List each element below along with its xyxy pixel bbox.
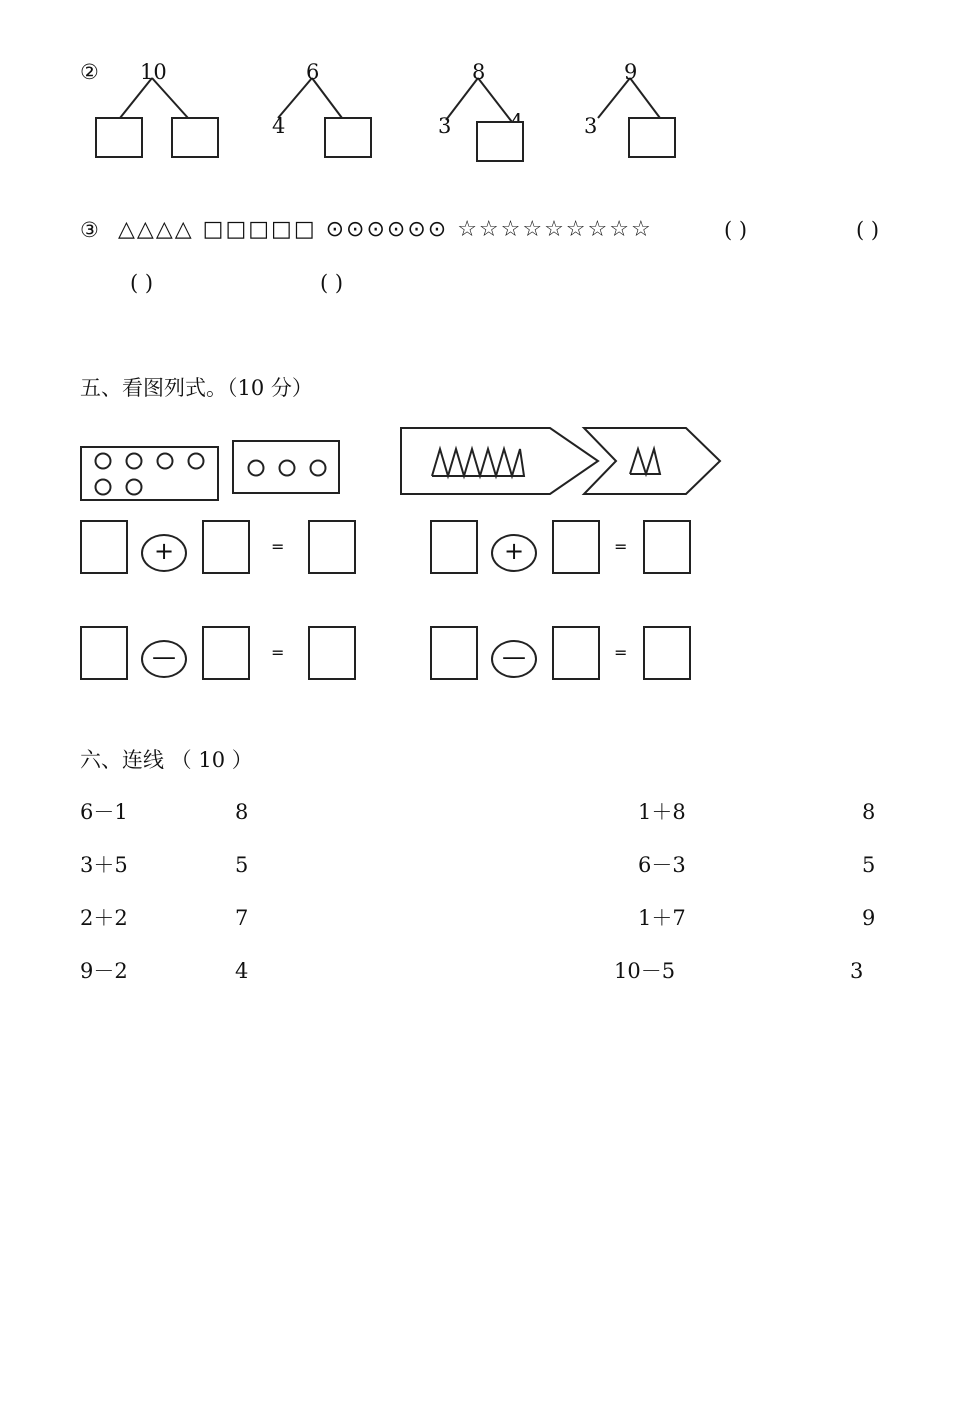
eq2-box-a[interactable]	[430, 520, 478, 574]
shape-rows: △△△△ □□□□□ ⊙⊙⊙⊙⊙⊙ ☆☆☆☆☆☆☆☆☆	[118, 217, 653, 242]
zigzag-small	[630, 449, 660, 474]
right-answer[interactable]: 3	[850, 959, 864, 983]
equals-sign: =	[271, 643, 285, 662]
zigzag-large	[432, 449, 524, 476]
tree-1-top: 10	[140, 60, 167, 84]
section-6-title: 六、连线 （ 10 ）	[80, 748, 253, 772]
eq1-box-result[interactable]	[308, 520, 356, 574]
minus-sign: —	[491, 640, 537, 678]
item-3-marker: ③	[80, 218, 99, 242]
right-expr[interactable]: 1＋8	[638, 800, 686, 824]
equals-sign: =	[271, 537, 285, 556]
circle-group-6-box	[81, 447, 218, 500]
eq1-box-b[interactable]	[202, 520, 250, 574]
eq2-box-b[interactable]	[552, 520, 600, 574]
count-blank-4[interactable]: ( )	[320, 271, 344, 295]
left-expr[interactable]: 9－2	[80, 959, 128, 983]
tree-3-top: 8	[472, 60, 486, 84]
eq2-box-result[interactable]	[643, 520, 691, 574]
left-answer[interactable]: 8	[235, 800, 249, 824]
equals-sign: =	[614, 537, 628, 556]
eq4-box-result[interactable]	[643, 626, 691, 680]
plus-sign: +	[491, 534, 537, 572]
right-expr[interactable]: 10－5	[614, 959, 676, 983]
count-blank-3[interactable]: ( )	[130, 271, 154, 295]
right-answer[interactable]: 5	[862, 853, 876, 877]
equals-sign: =	[614, 643, 628, 662]
left-expr[interactable]: 2＋2	[80, 906, 128, 930]
right-expr[interactable]: 6－3	[638, 853, 686, 877]
right-answer[interactable]: 9	[862, 906, 876, 930]
tree-2-top: 6	[306, 60, 320, 84]
left-expr[interactable]: 6－1	[80, 800, 128, 824]
tree-4-top: 9	[624, 60, 638, 84]
plus-sign: +	[141, 534, 187, 572]
eq3-box-a[interactable]	[80, 626, 128, 680]
eq1-box-a[interactable]	[80, 520, 128, 574]
tree-3-left: 3	[438, 114, 452, 138]
left-expr[interactable]: 3＋5	[80, 853, 128, 877]
item-2-marker: ②	[80, 60, 99, 84]
section-5-title: 五、看图列式。（10 分）	[80, 376, 313, 400]
left-answer[interactable]: 7	[235, 906, 249, 930]
right-answer[interactable]: 8	[862, 800, 876, 824]
tree-2-left: 4	[272, 114, 286, 138]
count-blank-2[interactable]: ( )	[856, 218, 880, 242]
tree-4-left: 3	[584, 114, 598, 138]
left-answer[interactable]: 4	[235, 959, 249, 983]
right-expr[interactable]: 1＋7	[638, 906, 686, 930]
eq3-box-b[interactable]	[202, 626, 250, 680]
eq4-box-a[interactable]	[430, 626, 478, 680]
arrow-shape-right	[584, 428, 720, 494]
eq3-box-result[interactable]	[308, 626, 356, 680]
minus-sign: —	[141, 640, 187, 678]
eq4-box-b[interactable]	[552, 626, 600, 680]
left-answer[interactable]: 5	[235, 853, 249, 877]
count-blank-1[interactable]: ( )	[724, 218, 748, 242]
